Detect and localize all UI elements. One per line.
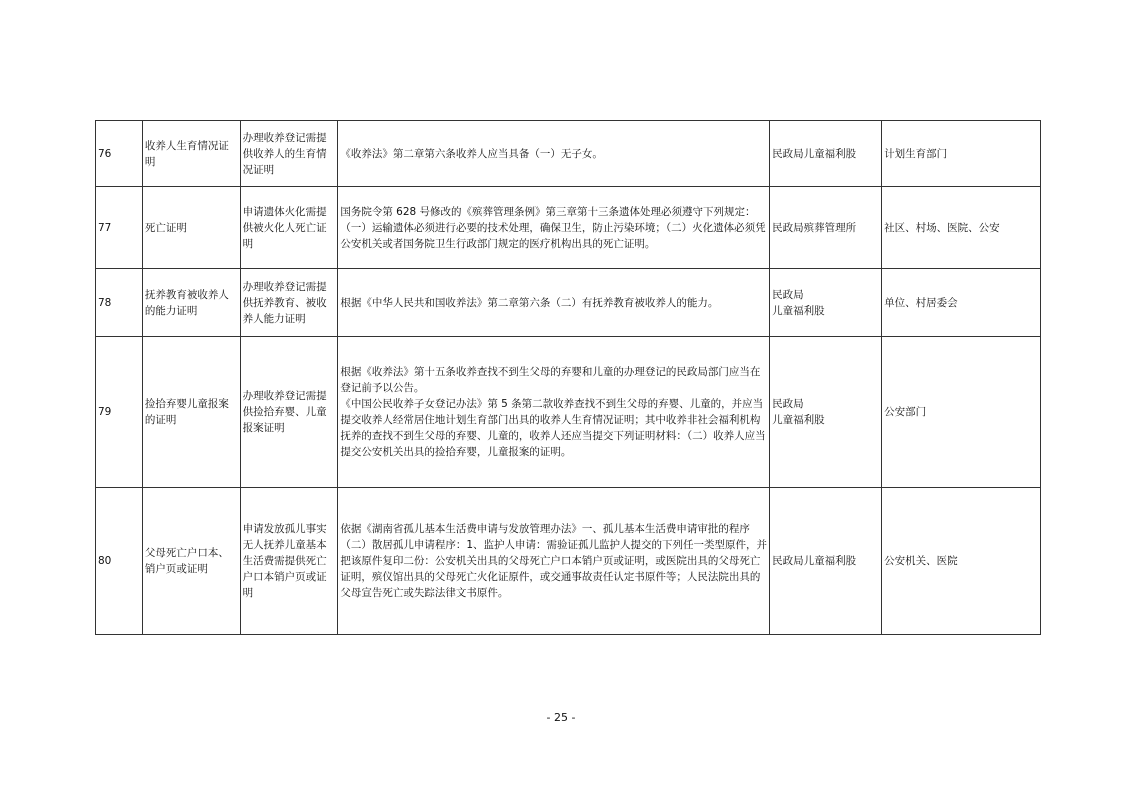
- table-row: [96, 488, 1041, 635]
- issuing-authority: 计划生育部门: [882, 121, 1041, 187]
- handling-department: 民政局殡葬管理所: [770, 187, 882, 269]
- certificate-usage: 办理收养登记需提供抚养教育、被收养人能力证明: [240, 269, 338, 337]
- row-number: 76: [96, 121, 143, 187]
- certificate-name: 死亡证明: [142, 187, 240, 269]
- legal-basis: 国务院令第 628 号修改的《殡葬管理条例》第三章第十三条遗体处理必须遵守下列规定：（一）运输遗体必须进行必要的技术处理，确保卫生，防止污染环境；（二）火化遗体必须凭公安机关或者国务院卫生行政部门规定的医疗机构出具的死亡证明。: [338, 187, 770, 269]
- handling-department: 民政局 儿童福利股: [770, 269, 882, 337]
- handling-department: 民政局儿童福利股: [770, 488, 882, 635]
- certificate-name: 捡拾弃婴儿童报案的证明: [142, 337, 240, 488]
- certificate-usage: 办理收养登记需提供捡拾弃婴、儿童报案证明: [240, 337, 338, 488]
- legal-basis: 根据《收养法》第十五条收养查找不到生父母的弃婴和儿童的办理登记的民政局部门应当在登记前予以公告。 《中国公民收养子女登记办法》第 5 条第二款收养查找不到生父母的弃婴、儿童的，并应当提交收养人经常居住地计划生育部门出具的收养人生育情况证明；其中收养非社会福利机构抚养的查找不到生父母的弃婴、儿童的，收养人还应当提交下列证明材料：（二）收养人应当提交公安机关出具的捡拾弃婴，儿童报案的证明。: [338, 337, 770, 488]
- row-number: 78: [96, 269, 143, 337]
- legal-basis: 根据《中华人民共和国收养法》第二章第六条（二）有抚养教育被收养人的能力。: [338, 269, 770, 337]
- row-number: 79: [96, 337, 143, 488]
- certificate-table: [95, 120, 1041, 635]
- certificate-name: 父母死亡户口本、销户页或证明: [142, 488, 240, 635]
- row-number: 77: [96, 187, 143, 269]
- certificate-usage: 申请发放孤儿事实无人抚养儿童基本生活费需提供死亡户口本销户页或证明: [240, 488, 338, 635]
- certificate-name: 抚养教育被收养人的能力证明: [142, 269, 240, 337]
- issuing-authority: 公安机关、医院: [882, 488, 1041, 635]
- issuing-authority: 社区、村场、医院、公安: [882, 187, 1041, 269]
- row-number: 80: [96, 488, 143, 635]
- issuing-authority: 公安部门: [882, 337, 1041, 488]
- table-row: [96, 121, 1041, 187]
- certificate-usage: 申请遗体火化需提供被火化人死亡证明: [240, 187, 338, 269]
- issuing-authority: 单位、村居委会: [882, 269, 1041, 337]
- handling-department: 民政局 儿童福利股: [770, 337, 882, 488]
- certificate-usage: 办理收养登记需提供收养人的生育情况证明: [240, 121, 338, 187]
- certificate-name: 收养人生育情况证明: [142, 121, 240, 187]
- table-row: [96, 187, 1041, 269]
- legal-basis: 《收养法》第二章第六条收养人应当具备（一）无子女。: [338, 121, 770, 187]
- page-number: - 25 -: [546, 711, 576, 724]
- legal-basis: 依据《湖南省孤儿基本生活费申请与发放管理办法》一、孤儿基本生活费申请审批的程序（二）散居孤儿申请程序：1、监护人申请：需验证孤儿监护人提交的下列任一类型原件，并把该原件复印二份：公安机关出具的父母死亡户口本销户页或证明，或医院出具的父母死亡证明，殡仪馆出具的父母死亡火化证原件，或交通事故责任认定书原件等；人民法院出具的父母宣告死亡或失踪法律文书原件。: [338, 488, 770, 635]
- table-row: [96, 269, 1041, 337]
- handling-department: 民政局儿童福利股: [770, 121, 882, 187]
- table-row: [96, 337, 1041, 488]
